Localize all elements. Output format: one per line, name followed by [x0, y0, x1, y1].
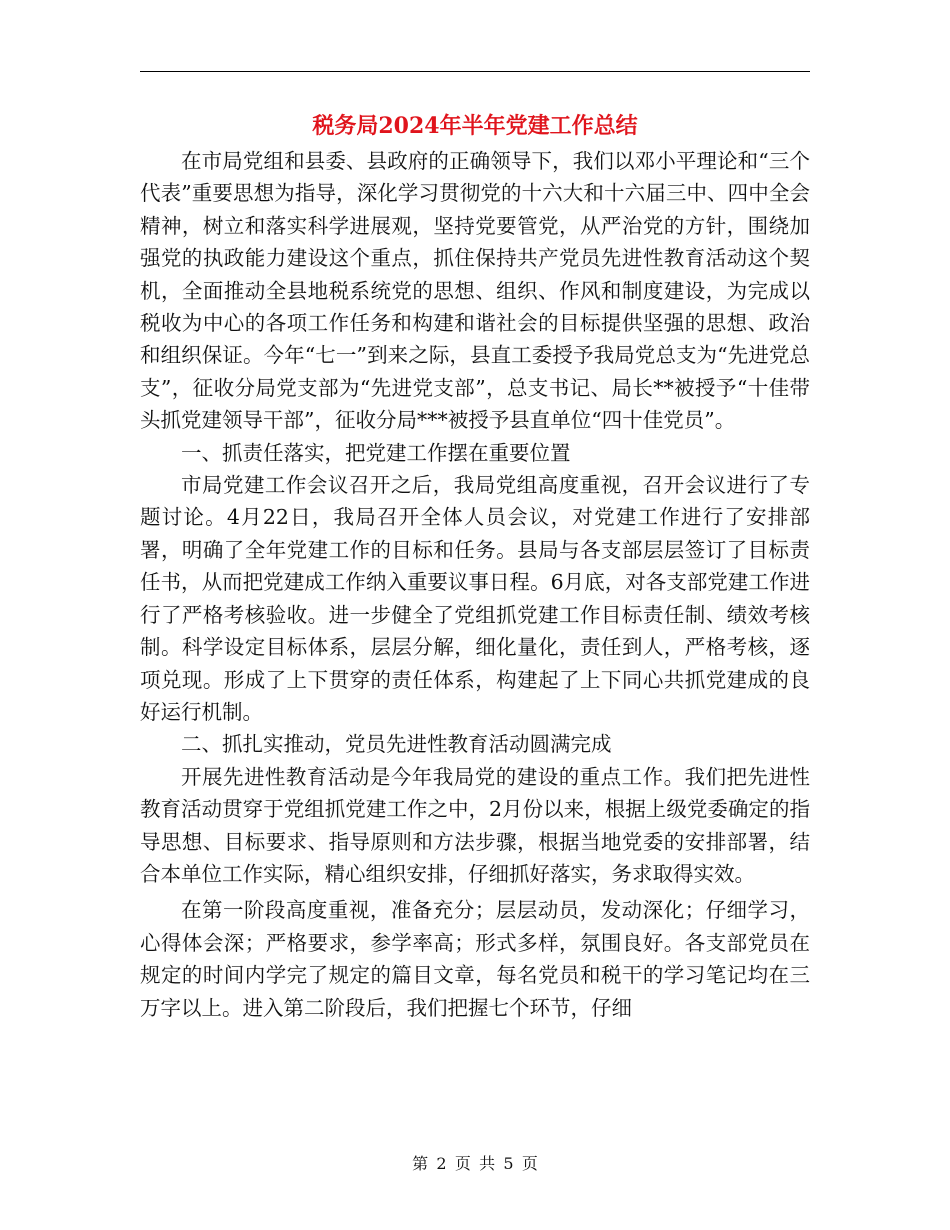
intro-paragraph: 在市局党组和县委、县政府的正确领导下，我们以邓小平理论和“三个代表”重要思想为指导，深化学习贯彻党的十六大和十六届三中、四中全会精神，树立和落实科学进展观，坚持党要管党，从严治党的方针，围绕加强党的执政能力建设这个重点，抓住保持共产党员先进性教育活动这个契机，全面推动全县地税系统党的思想、组织、作风和制度建设，为完成以税收为中心的各项工作任务和构建和谐社会的目标提供坚强的思想、政治和组织保证。今年“七一”到来之际，县直工委授予我局党总支为“先进党总支”，征收分局党支部为“先进党支部”，总支书记、局长**被授予“十佳带头抓党建领导干部”，征收分局***被授予县直单位“四十佳党员”。 — [140, 149, 810, 433]
section-heading-1: 一、抓责任落实，把党建工作摆在重要位置 — [181, 440, 571, 465]
section-2-paragraph: 开展先进性教育活动是今年我局党的建设的重点工作。我们把先进性教育活动贯穿于党组抓党建工作之中，2月份以来，根据上级党委确定的指导思想、目标要求、指导原则和方法步骤，根据当地党委的安排部署，结合本单位工作实际，精心组织安排，仔细抓好落实，务求取得实效。 — [140, 764, 810, 886]
page-number-footer: 第 2 页 共 5 页 — [412, 1154, 538, 1173]
section-heading-2: 二、抓扎实推动，党员先进性教育活动圆满完成 — [181, 732, 612, 757]
section-2-paragraph-continued: 在第一阶段高度重视，准备充分；层层动员，发动深化；仔细学习，心得体会深；严格要求，参学率高；形式多样，氛围良好。各支部党员在规定的时间内学完了规定的篇目文章，每名党员和税干的学习笔记均在三万字以上。进入第二阶段后，我们把握七个环节，仔细 — [140, 898, 810, 1020]
document-title: 税务局2024年半年党建工作总结 — [312, 113, 638, 139]
header-rule — [140, 71, 810, 72]
document-body — [140, 145, 810, 1024]
section-1-paragraph: 市局党建工作会议召开之后，我局党组高度重视，召开会议进行了专题讨论。4月22日，我局召开全体人员会议，对党建工作进行了安排部署，明确了全年党建工作的目标和任务。县局与各支部层层签订了目标责任书，从而把党建成工作纳入重要议事日程。6月底，对各支部党建工作进行了严格考核验收。进一步健全了党组抓党建工作目标责任制、绩效考核制。科学设定目标体系，层层分解，细化量化，责任到人，严格考核，逐项兑现。形成了上下贯穿的责任体系，构建起了上下同心共抓党建成的良好运行机制。 — [140, 473, 810, 724]
